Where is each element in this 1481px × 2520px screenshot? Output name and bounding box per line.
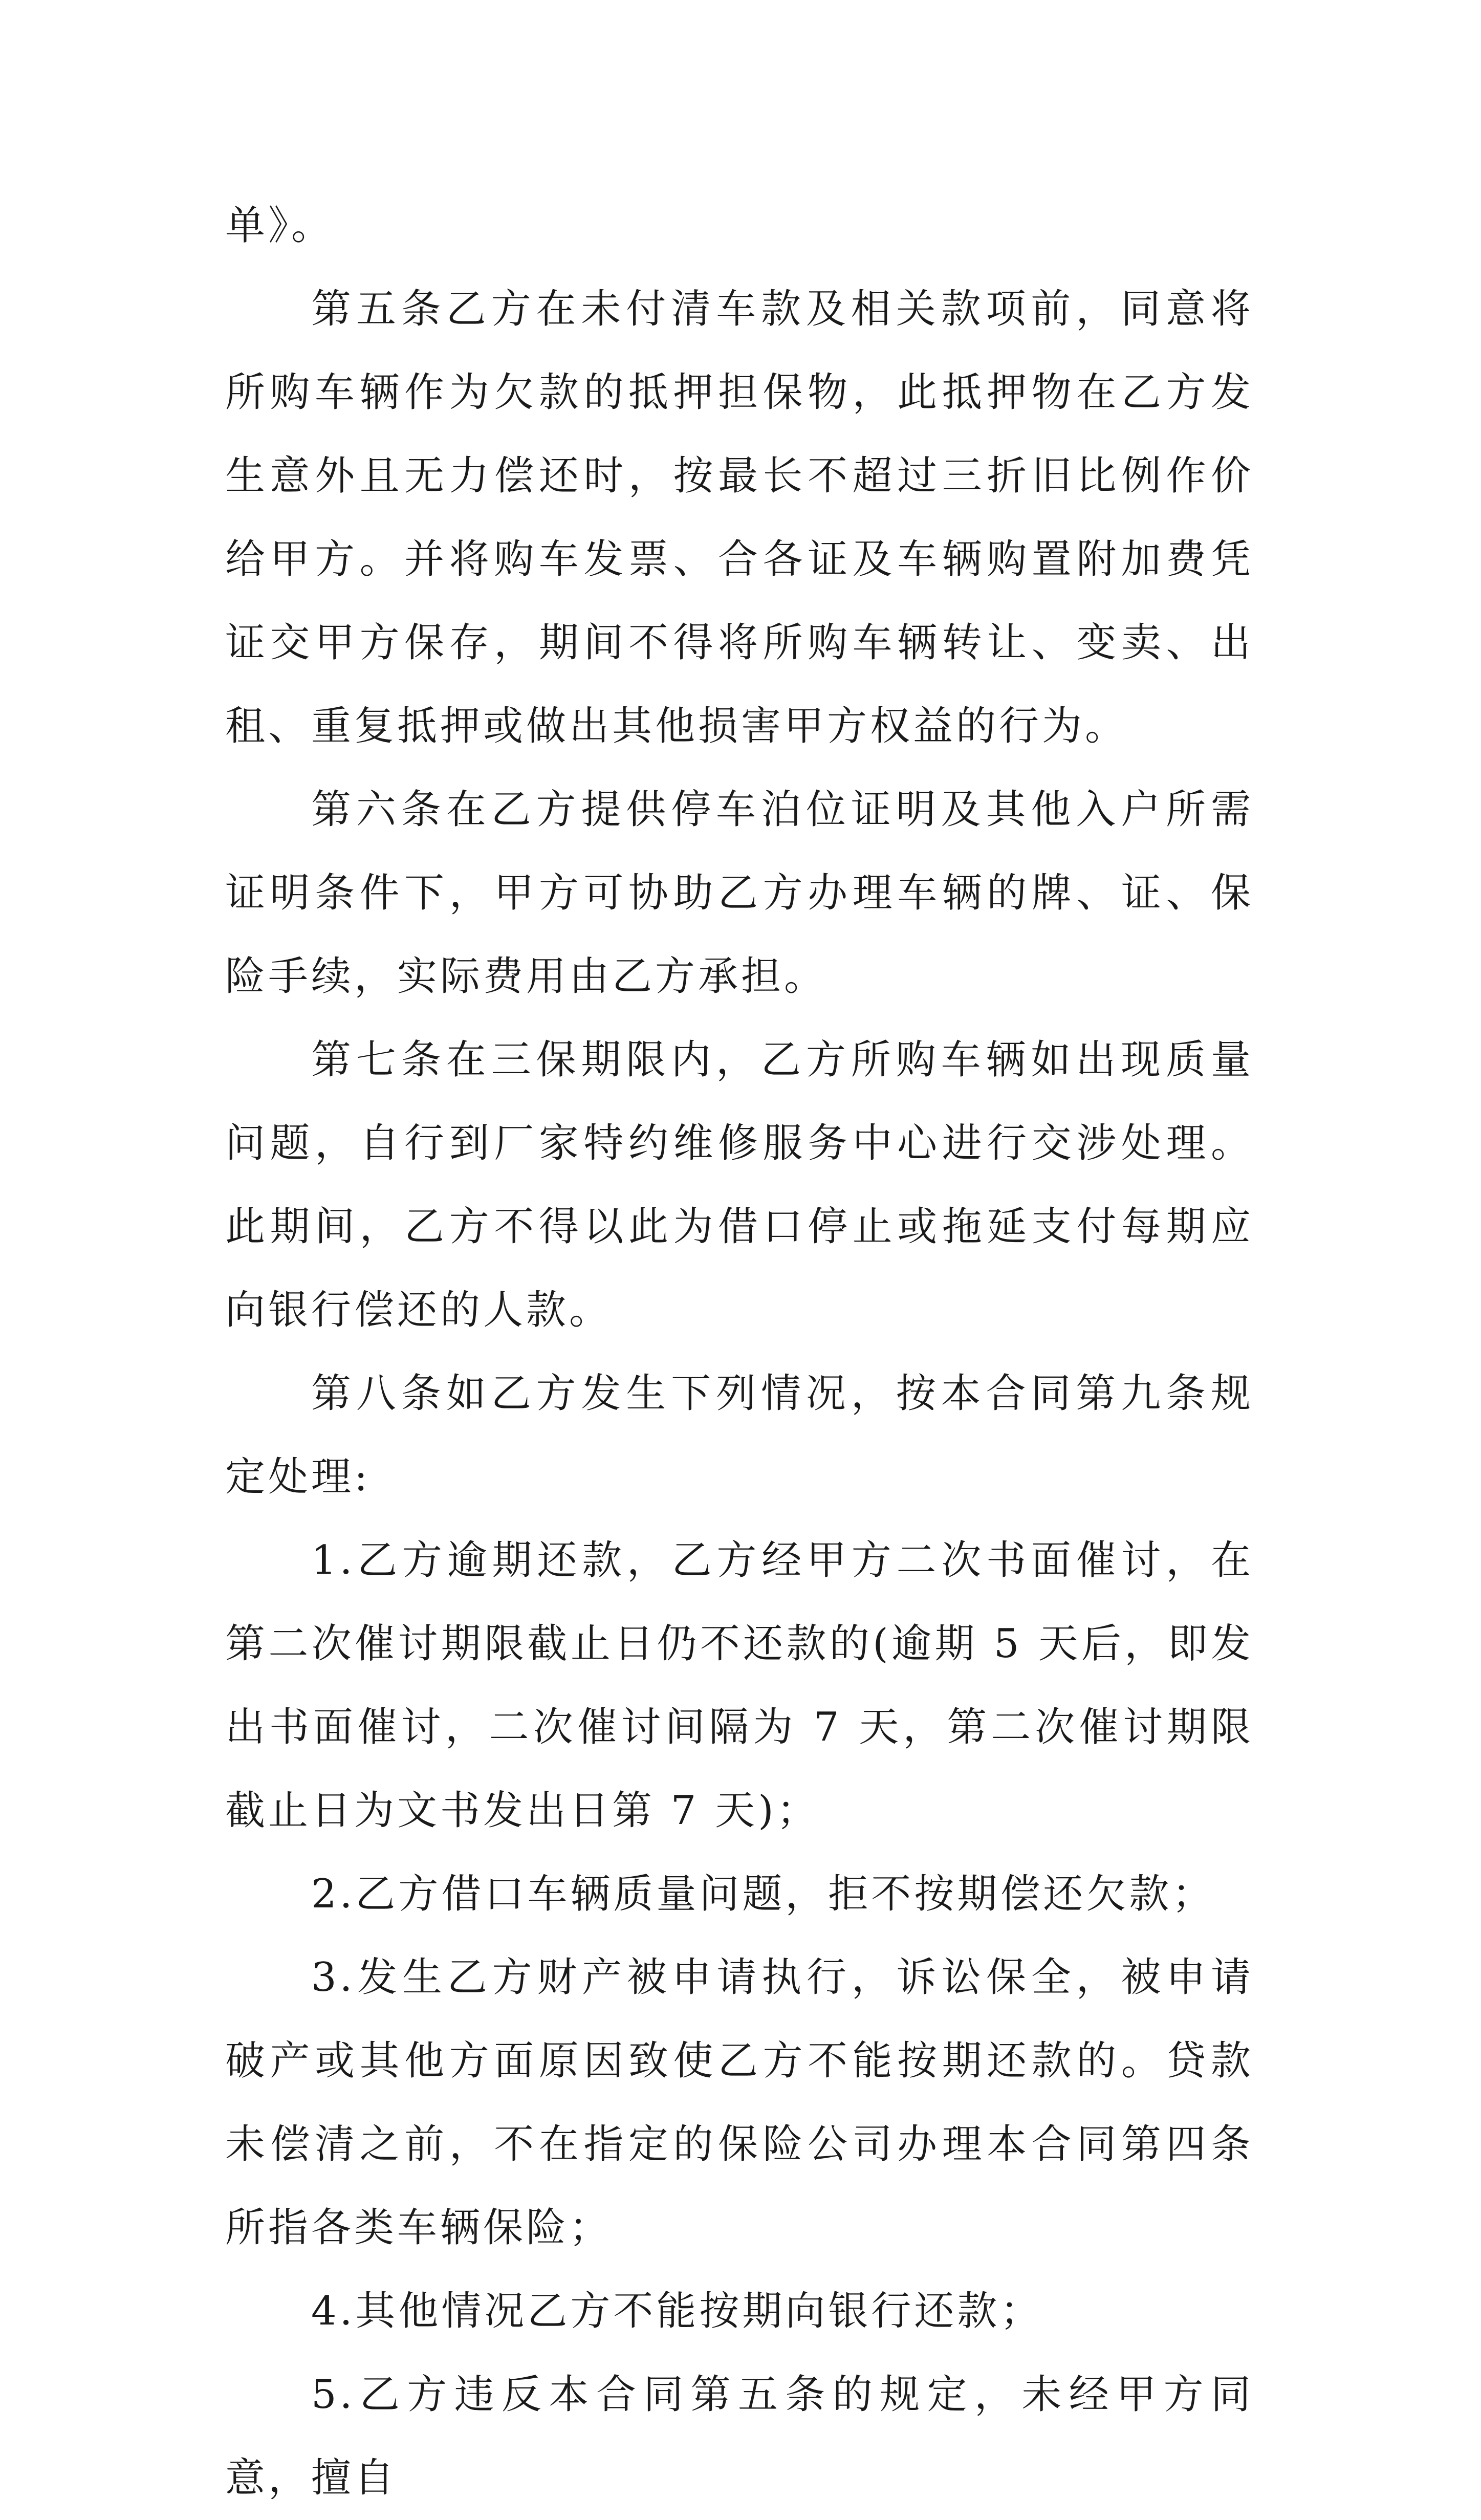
list-item-5: 5.乙方违反本合同第五条的规定，未经甲方同意，擅自 (225, 2372, 1254, 2501)
list-item-1: 1.乙方逾期还款，乙方经甲方二次书面催讨，在第二次催讨期限截止日仍不还款的(逾期 5 天后，即发出书面催讨，二次催讨间隔为 7 天，第二次催讨期限截止日为文书发出日第 7 天)； (225, 1537, 1254, 1834)
paragraph-continuation: 单》。 (225, 203, 335, 249)
list-item-2: 2.乙方借口车辆质量问题，拒不按期偿还欠款； (311, 1871, 1215, 1917)
document-body (225, 184, 1254, 2520)
paragraph-article-8: 第八条如乙方发生下列情况，按本合同第九条规定处理: (225, 1371, 1254, 1500)
paragraph-article-7: 第七条在三保期限内，乙方所购车辆如出现质量问题，自行到厂家特约维修服务中心进行交涉处理。此期间，乙方不得以此为借口停止或拖延支付每期应向银行偿还的人款。 (225, 1037, 1254, 1333)
list-item-4: 4.其他情况乙方不能按期向银行还款； (311, 2288, 1043, 2334)
paragraph-article-5: 第五条乙方在未付清车款及相关款项前，同意将所购车辆作为欠款的抵押担保物，此抵押物在乙方发生意外且无力偿还时，按最长不超过三折旧比例作价给甲方。并将购车发票、合各证及车辆购置附加费凭证交甲方保存，期间不得将所购车辆转让、变卖、出租、重复抵押或做出其他损害甲方权益的行为。 (225, 286, 1254, 749)
paragraph-article-6: 第六条在乙方提供停车泊位证明及其他入户所需证明条件下，甲方可协助乙方办理车辆的牌、证、保险手续，实际费用由乙方承担。 (225, 787, 1254, 1000)
list-item-3: 3.发生乙方财产被申请执行，诉讼保全，被申请破产或其他方面原因致使乙方不能按期还款的。贷款未偿清之前，不在指定的保险公司办理本合同第四条所指各类车辆保险； (225, 1954, 1254, 2251)
